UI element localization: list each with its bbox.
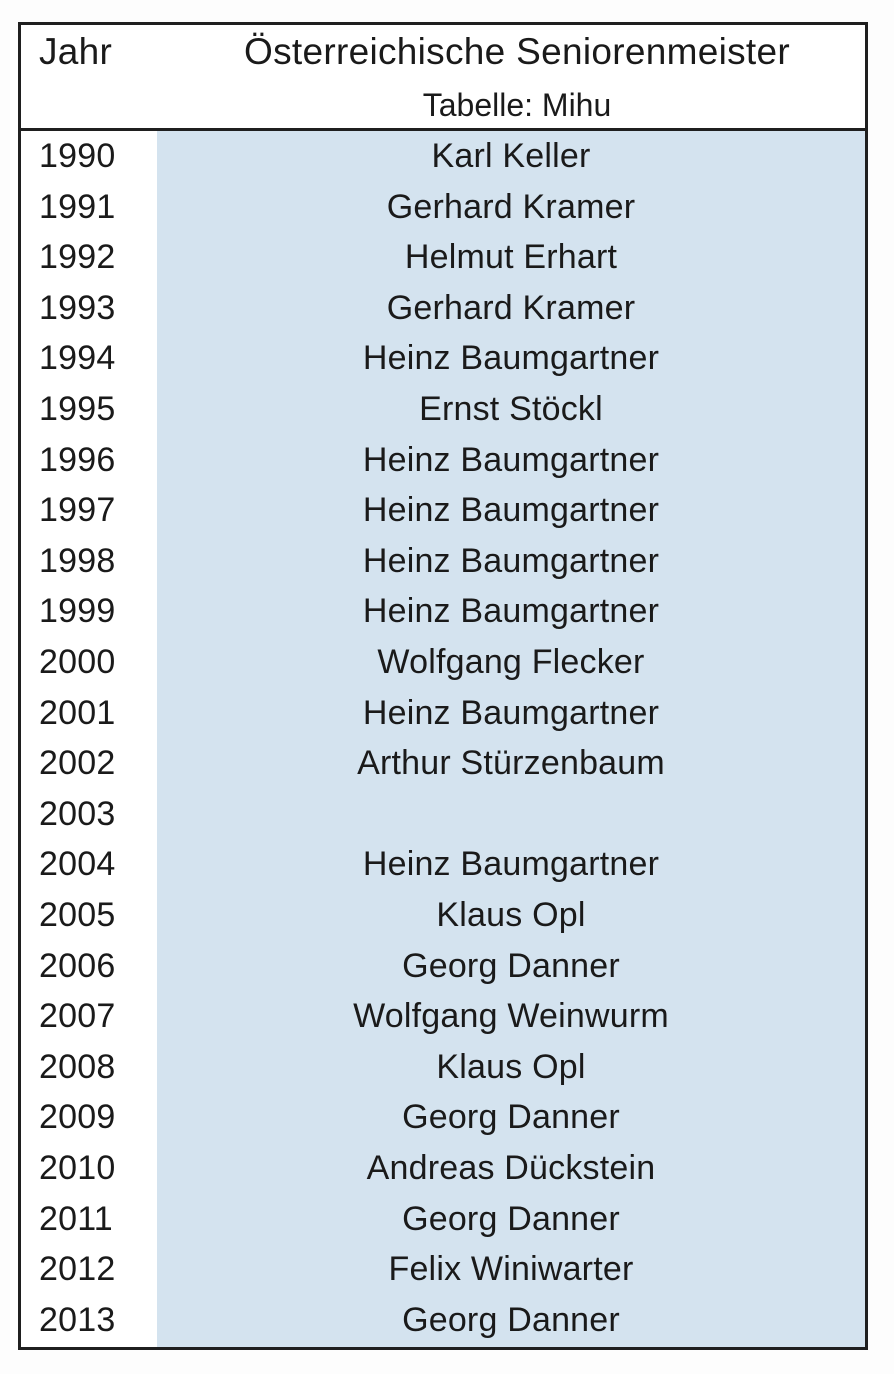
- table-row: [21, 1295, 865, 1346]
- row-champion-name: Heinz Baumgartner: [362, 339, 660, 378]
- row-champion-name: Heinz Baumgartner: [362, 491, 660, 530]
- table-row: [21, 283, 865, 334]
- row-year: 1993: [39, 288, 116, 327]
- table-row: [21, 586, 865, 637]
- row-champion-name: Wolfgang Flecker: [377, 643, 645, 681]
- row-champion-name: Georg Danner: [402, 1300, 620, 1339]
- table-row: [21, 637, 865, 688]
- row-year: 1997: [39, 491, 116, 530]
- table-row: [21, 485, 865, 536]
- row-year: 2003: [39, 794, 116, 833]
- champions-table: [18, 22, 868, 1350]
- row-champion-name: Arthur Stürzenbaum: [357, 744, 665, 783]
- row-year: 1996: [39, 440, 116, 479]
- row-year: 2007: [39, 997, 116, 1036]
- table-row: [21, 1143, 865, 1194]
- row-year: 1992: [39, 238, 116, 277]
- table-row: [21, 1194, 865, 1245]
- row-year: 1994: [39, 339, 116, 378]
- row-champion-name: Karl Keller: [431, 137, 591, 175]
- row-champion-name: Andreas Dückstein: [366, 1149, 656, 1187]
- table-row: [21, 890, 865, 941]
- row-champion-name: Klaus Opl: [436, 1047, 586, 1086]
- row-year: 1999: [39, 592, 116, 631]
- row-champion-name: Heinz Baumgartner: [362, 440, 660, 479]
- table-credit: Tabelle: Mihu: [422, 87, 612, 123]
- row-year: 2013: [39, 1300, 116, 1339]
- table-row: [21, 941, 865, 992]
- row-champion-name: Heinz Baumgartner: [362, 845, 660, 884]
- row-year: 2000: [39, 643, 116, 681]
- row-year: 2008: [39, 1047, 116, 1086]
- table-title: Österreichische Seniorenmeister: [243, 31, 791, 72]
- table-row: [21, 1042, 865, 1093]
- row-champion-name: Heinz Baumgartner: [362, 693, 660, 732]
- row-champion-name: Gerhard Kramer: [386, 288, 636, 327]
- table-row: [21, 536, 865, 587]
- row-year: 1991: [39, 187, 116, 226]
- row-champion-name: Helmut Erhart: [404, 238, 618, 277]
- row-year: 2010: [39, 1149, 116, 1187]
- row-champion-name: Gerhard Kramer: [386, 187, 636, 226]
- row-year: 2004: [39, 845, 116, 884]
- row-year: 2006: [39, 946, 116, 985]
- row-year: 2009: [39, 1098, 116, 1137]
- row-year: 2011: [39, 1199, 113, 1238]
- table-row: [21, 131, 865, 182]
- row-champion-name: Georg Danner: [402, 1098, 620, 1137]
- table-row: [21, 1244, 865, 1295]
- year-column-header: Jahr: [39, 31, 113, 72]
- row-champion-name: Georg Danner: [402, 1199, 620, 1238]
- row-year: 1990: [39, 137, 116, 175]
- table-row: [21, 688, 865, 739]
- table-row: [21, 182, 865, 233]
- row-year: 2012: [39, 1250, 116, 1289]
- row-champion-name: Heinz Baumgartner: [362, 541, 660, 580]
- table-row: [21, 991, 865, 1042]
- table-row: [21, 738, 865, 789]
- row-year: 1995: [39, 390, 116, 428]
- row-year: 2005: [39, 896, 116, 934]
- table-row: [21, 435, 865, 486]
- row-year: 1998: [39, 541, 116, 580]
- row-year: 2002: [39, 744, 116, 783]
- row-champion-name: Wolfgang Weinwurm: [353, 997, 669, 1036]
- row-champion-name: Felix Winiwarter: [388, 1250, 634, 1289]
- table-row: [21, 839, 865, 890]
- table-row: [21, 789, 865, 840]
- table-row: [21, 1092, 865, 1143]
- row-champion-name: Heinz Baumgartner: [362, 592, 660, 631]
- row-year: 2001: [39, 693, 116, 732]
- row-champion-name: Klaus Opl: [436, 896, 586, 934]
- table-row: [21, 333, 865, 384]
- table-header: [21, 25, 865, 131]
- table-body: [21, 131, 865, 1347]
- table-row: [21, 232, 865, 283]
- row-champion-name: Ernst Stöckl: [419, 390, 603, 428]
- table-row: [21, 384, 865, 435]
- row-champion-name: Georg Danner: [402, 946, 620, 985]
